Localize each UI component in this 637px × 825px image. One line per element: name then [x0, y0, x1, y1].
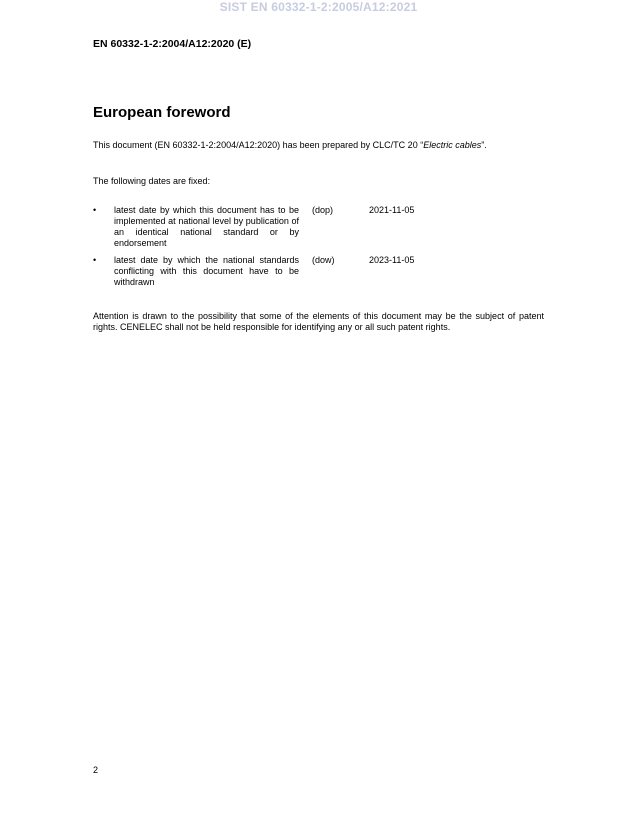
intro-paragraph — [93, 140, 544, 151]
page-number: 2 — [93, 765, 99, 775]
dates-list — [93, 205, 544, 295]
intro-prefix: This document (EN 60332-1-2:2004/A12:2020) has been prepared by CLC/TC 20 “ — [93, 140, 424, 150]
committee-name: Electric cables — [423, 140, 482, 150]
date-row-dow — [93, 255, 544, 295]
date-row-dop — [93, 205, 544, 255]
document-id-header: EN 60332-1-2:2004/A12:2020 (E) — [93, 38, 252, 50]
date-abbreviation: (dop) — [312, 205, 334, 215]
attention-paragraph: Attention is drawn to the possibility that some of the elements of this document may be the subject of patent rights. CENELEC shall not be held responsible for identifying any or all such patent rights. — [93, 311, 544, 332]
date-value: 2023-11-05 — [369, 255, 415, 265]
section-title: European foreword — [93, 104, 231, 121]
intro-suffix: ”. — [481, 140, 487, 150]
date-value: 2021-11-05 — [369, 205, 415, 215]
date-description: latest date by which the national standards conflicting with this document have to be withdrawn — [114, 255, 299, 287]
date-abbreviation: (dow) — [312, 255, 335, 265]
date-description: latest date by which this document has to be implemented at national level by publication of an identical national standard or by endorsement — [114, 205, 299, 248]
watermark-text: SIST EN 60332-1-2:2005/A12:2021 — [219, 0, 418, 14]
bullet-icon: • — [93, 255, 97, 265]
bullet-icon: • — [93, 205, 97, 215]
dates-intro: The following dates are fixed: — [93, 176, 211, 186]
